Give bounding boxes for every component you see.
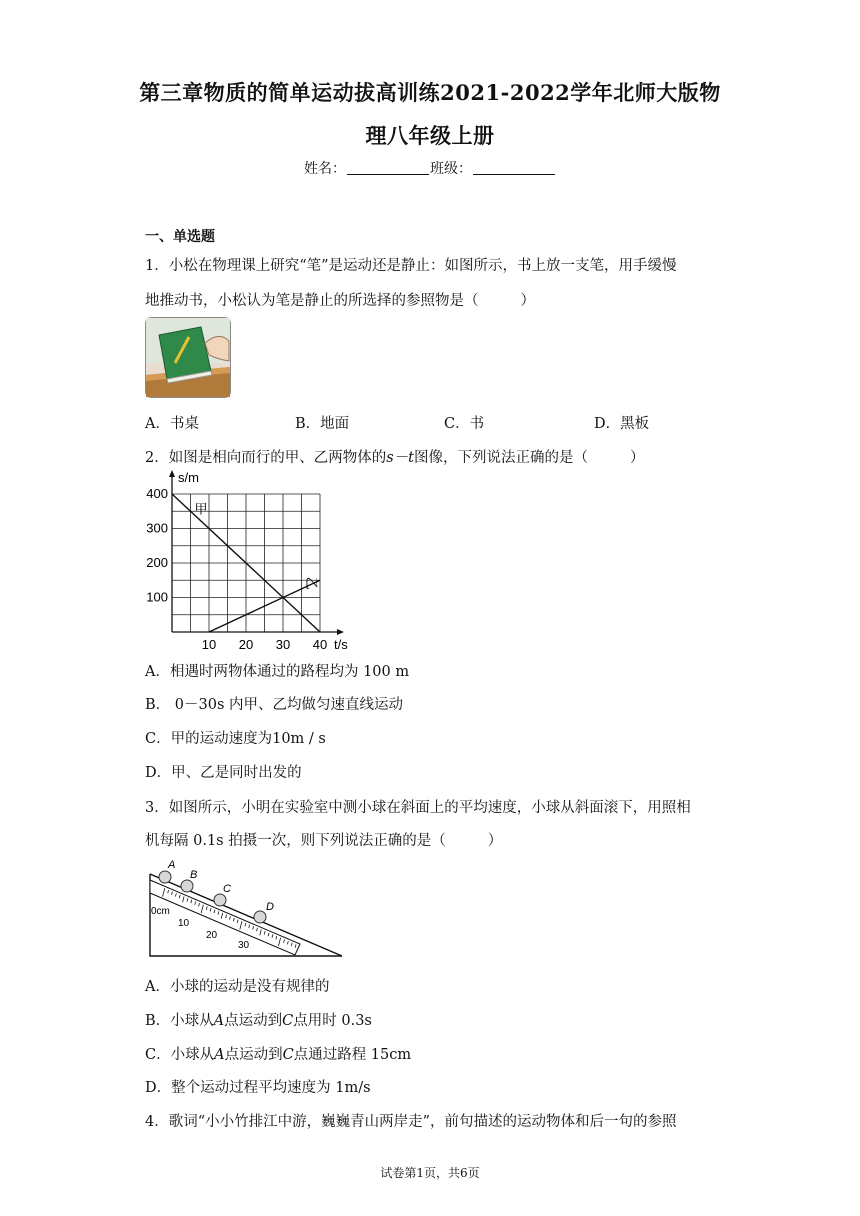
x-tick-label: 10	[201, 637, 217, 652]
q3-option-b: B．小球从A点运动到C点用时 0.3s	[145, 1013, 372, 1029]
q2-option-d: D．甲、乙是同时出发的	[145, 765, 302, 781]
document-title-line1: 第三章物质的简单运动拔高训练2021-2022学年北师大版物	[139, 80, 721, 105]
q3-option-a: A．小球的运动是没有规律的	[145, 979, 330, 995]
q3-option-d: D．整个运动过程平均速度为 1m/s	[145, 1080, 371, 1096]
section-heading: 一、单选题	[145, 229, 215, 245]
q2-option-b: B． 0－30s 内甲、乙均做匀速直线运动	[145, 697, 403, 713]
x-axis-label: t/s	[334, 637, 348, 652]
class-blank	[473, 160, 555, 175]
point-c-label: C	[223, 883, 231, 895]
x-axis-arrow	[337, 629, 344, 635]
q3-option-c: C．小球从A点运动到C点通过路程 15cm	[145, 1047, 412, 1063]
document-title-line2: 理八年级上册	[365, 123, 495, 148]
s-t-chart	[140, 466, 370, 658]
name-label: 姓名：	[304, 161, 346, 177]
q3-line1: 3．如图所示，小明在实验室中测小球在斜面上的平均速度，小球从斜面滚下，用照相	[145, 800, 691, 816]
book-pen-figure	[145, 317, 231, 398]
ruler-label-20: 20	[206, 930, 218, 941]
q4-line1: 4．歌词“小小竹排江中游，巍巍青山两岸走”，前句描述的运动物体和后一句的参照	[145, 1114, 677, 1130]
y-axis-label: s/m	[178, 470, 199, 485]
ruler-label-30: 30	[238, 940, 250, 951]
point-a-label: A	[168, 859, 176, 871]
q1-option-b: B．地面	[295, 416, 350, 432]
q3-line2: 机每隔 0.1s 拍摄一次，则下列说法正确的是（ ）	[145, 833, 503, 849]
y-tick-label: 100	[146, 589, 168, 605]
y-axis-arrow	[169, 470, 175, 477]
q2-option-a: A．相遇时两物体通过的路程均为 100 m	[145, 664, 410, 680]
series-label-jia: 甲	[194, 501, 208, 517]
name-blank	[347, 160, 429, 175]
x-tick-label: 40	[312, 637, 328, 652]
class-label: 班级：	[430, 161, 472, 177]
q1-option-a: A．书桌	[145, 416, 199, 432]
ruler-label-10: 10	[178, 918, 190, 929]
x-tick-label: 30	[275, 637, 291, 652]
point-d-label: D	[266, 901, 274, 913]
y-tick-label: 200	[146, 555, 168, 570]
x-tick-label: 20	[238, 637, 254, 652]
q2-option-c: C．甲的运动速度为10m / s	[145, 731, 326, 747]
page-footer: 试卷第1页，共6页	[380, 1166, 480, 1180]
q2-stem: 2．如图是相向而行的甲、乙两物体的s－t图像，下列说法正确的是（ ）	[145, 450, 645, 466]
incline-ruler-figure	[140, 856, 350, 960]
q1-line2: 地推动书，小松认为笔是静止的所选择的参照物是（ ）	[145, 293, 535, 309]
ruler-label-0: 0cm	[151, 906, 170, 917]
q1-option-d: D．黑板	[594, 416, 650, 432]
y-tick-label: 400	[146, 486, 168, 501]
student-info	[0, 158, 860, 178]
q1-line1: 1．小松在物理课上研究“笔”是运动还是静止：如图所示，书上放一支笔，用手缓慢	[145, 258, 677, 274]
y-tick-label: 300	[146, 520, 168, 536]
series-label-yi: 乙	[304, 576, 320, 590]
q1-option-c: C．书	[444, 416, 485, 432]
point-b-label: B	[190, 869, 198, 881]
